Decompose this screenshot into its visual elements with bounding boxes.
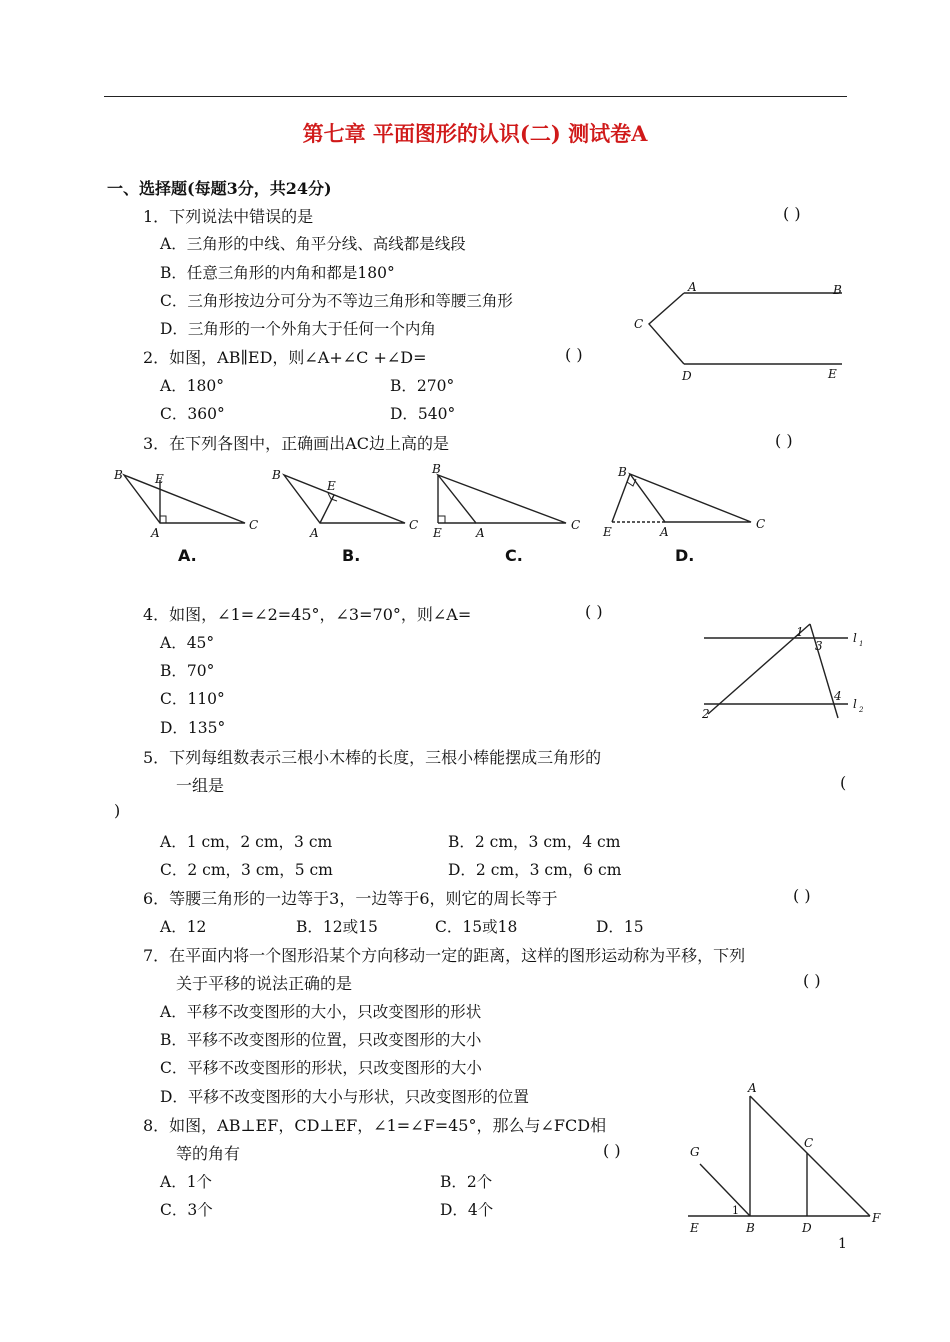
q5-option-b: B．2 cm，3 cm，4 cm xyxy=(448,833,621,851)
q2-option-b: B．270° xyxy=(390,377,455,395)
q6-option-b: B．12或15 xyxy=(296,918,378,936)
line-l2-label: l xyxy=(853,697,857,711)
q5-option-a: A．1 cm，2 cm，3 cm xyxy=(160,833,333,851)
caption-a: A. xyxy=(178,546,197,565)
label-b: B xyxy=(833,283,842,297)
q5-option-c: C．2 cm，3 cm，5 cm xyxy=(160,861,333,879)
q5-stem-continued: 一组是 xyxy=(176,776,225,795)
header-rule xyxy=(104,96,847,97)
q7-option-c: C．平移不改变图形的形状，只改变图形的大小 xyxy=(160,1059,482,1077)
label-e: E xyxy=(433,526,442,540)
angle-3-label: 3 xyxy=(815,639,823,653)
q1-option-a: A．三角形的中线、角平分线、高线都是线段 xyxy=(160,235,466,253)
figure-3c xyxy=(428,462,588,545)
q8-option-d: D．4个 xyxy=(440,1201,494,1219)
q2-option-c: C．360° xyxy=(160,405,225,423)
q4-option-a: A．45° xyxy=(160,634,215,652)
line-l1-label: l xyxy=(853,631,857,645)
page-title: 第七章 平面图形的认识(二) 测试卷A xyxy=(302,121,648,146)
label-c: C xyxy=(409,518,419,532)
q8-answer-blank: ( ) xyxy=(603,1141,621,1160)
figure-3b xyxy=(268,465,428,545)
q1-option-c: C．三角形按边分可分为不等边三角形和等腰三角形 xyxy=(160,292,513,310)
q4-option-b: B．70° xyxy=(160,662,215,680)
q2-answer-blank: ( ) xyxy=(565,345,583,364)
q4-option-d: D．135° xyxy=(160,719,226,737)
label-b: B xyxy=(114,468,123,482)
q7-answer-blank: ( ) xyxy=(803,971,821,990)
q4-answer-blank: ( ) xyxy=(585,602,603,621)
label-b: B xyxy=(272,468,281,482)
figure-3d xyxy=(598,462,768,546)
q7-option-a: A．平移不改变图形的大小，只改变图形的形状 xyxy=(160,1003,482,1021)
label-f: F xyxy=(872,1211,881,1225)
label-a: A xyxy=(748,1081,757,1095)
q6-answer-blank: ( ) xyxy=(793,886,811,905)
section-heading: 一、选择题(每题3分，共24分) xyxy=(107,179,332,198)
q6-option-a: A．12 xyxy=(160,918,207,936)
q2-stem: 2．如图，AB∥ED，则∠A+∠C +∠D= xyxy=(143,348,427,367)
q6-option-c: C．15或18 xyxy=(435,918,518,936)
label-a: A xyxy=(476,526,485,540)
q6-stem: 6．等腰三角形的一边等于3，一边等于6，则它的周长等于 xyxy=(143,889,558,908)
label-d: D xyxy=(682,369,692,383)
q2-option-a: A．180° xyxy=(160,377,225,395)
label-b: B xyxy=(618,465,627,479)
label-c: C xyxy=(804,1136,814,1150)
line-l1-subscript: 1 xyxy=(859,640,864,648)
angle-4-label: 4 xyxy=(834,689,842,703)
label-c: C xyxy=(756,517,766,531)
q5-option-d: D．2 cm，3 cm，6 cm xyxy=(448,861,622,879)
q2-option-d: D．540° xyxy=(390,405,456,423)
q5-stem: 5．下列每组数表示三根小木棒的长度，三根小棒能摆成三角形的 xyxy=(143,748,602,767)
q4-option-c: C．110° xyxy=(160,690,225,708)
q5-paren-open: ( xyxy=(840,773,847,792)
angle-2-label: 2 xyxy=(702,707,710,721)
q6-option-d: D．15 xyxy=(596,918,644,936)
figure-3a xyxy=(108,465,268,545)
caption-b: B. xyxy=(342,546,361,565)
q1-answer-blank: ( ) xyxy=(783,204,801,223)
q3-answer-blank: ( ) xyxy=(775,431,793,450)
q3-stem: 3．在下列各图中，正确画出AC边上高的是 xyxy=(143,434,449,453)
transversal-figure xyxy=(698,622,868,722)
label-b: B xyxy=(746,1221,755,1235)
q7-stem-continued: 关于平移的说法正确的是 xyxy=(176,974,353,993)
caption-c: C. xyxy=(505,546,523,565)
page-number: 1 xyxy=(838,1236,847,1252)
q7-stem: 7．在平面内将一个图形沿某个方向移动一定的距离，这样的图形运动称为平移，下列 xyxy=(143,946,746,965)
label-a: A xyxy=(688,280,697,294)
label-b: B xyxy=(432,462,441,476)
label-c: C xyxy=(249,518,259,532)
q8-option-c: C．3个 xyxy=(160,1201,213,1219)
q1-option-d: D．三角形的一个外角大于任何一个内角 xyxy=(160,320,436,338)
parallel-lines-figure xyxy=(628,278,850,386)
label-e: E xyxy=(327,479,336,493)
q8-stem: 8．如图，AB⊥EF，CD⊥EF，∠1=∠F=45°，那么与∠FCD相 xyxy=(143,1116,607,1135)
label-a: A xyxy=(660,525,669,539)
q8-stem-continued: 等的角有 xyxy=(176,1144,241,1163)
q7-option-d: D．平移不改变图形的大小与形状，只改变图形的位置 xyxy=(160,1088,529,1106)
label-e: E xyxy=(155,472,164,486)
angle-1-label: 1 xyxy=(732,1204,739,1217)
label-g: G xyxy=(690,1145,700,1159)
label-d: D xyxy=(802,1221,812,1235)
q4-stem: 4．如图，∠1=∠2=45°，∠3=70°，则∠A= xyxy=(143,605,472,624)
q1-option-b: B．任意三角形的内角和都是180° xyxy=(160,264,395,282)
q8-option-a: A．1个 xyxy=(160,1173,213,1191)
angle-1-label: 1 xyxy=(796,625,804,639)
q8-option-b: B．2个 xyxy=(440,1173,493,1191)
label-a: A xyxy=(151,526,160,540)
perpendicular-figure xyxy=(686,1076,886,1238)
line-l2-subscript: 2 xyxy=(859,706,864,714)
label-c: C xyxy=(571,518,581,532)
q7-option-b: B．平移不改变图形的位置，只改变图形的大小 xyxy=(160,1031,482,1049)
label-e: E xyxy=(690,1221,699,1235)
label-a: A xyxy=(310,526,319,540)
label-e: E xyxy=(828,367,837,381)
label-c: C xyxy=(634,317,644,331)
caption-d: D. xyxy=(675,546,695,565)
q5-paren-close: ) xyxy=(114,801,121,820)
q1-stem: 1．下列说法中错误的是 xyxy=(143,207,314,226)
label-e: E xyxy=(603,525,612,539)
